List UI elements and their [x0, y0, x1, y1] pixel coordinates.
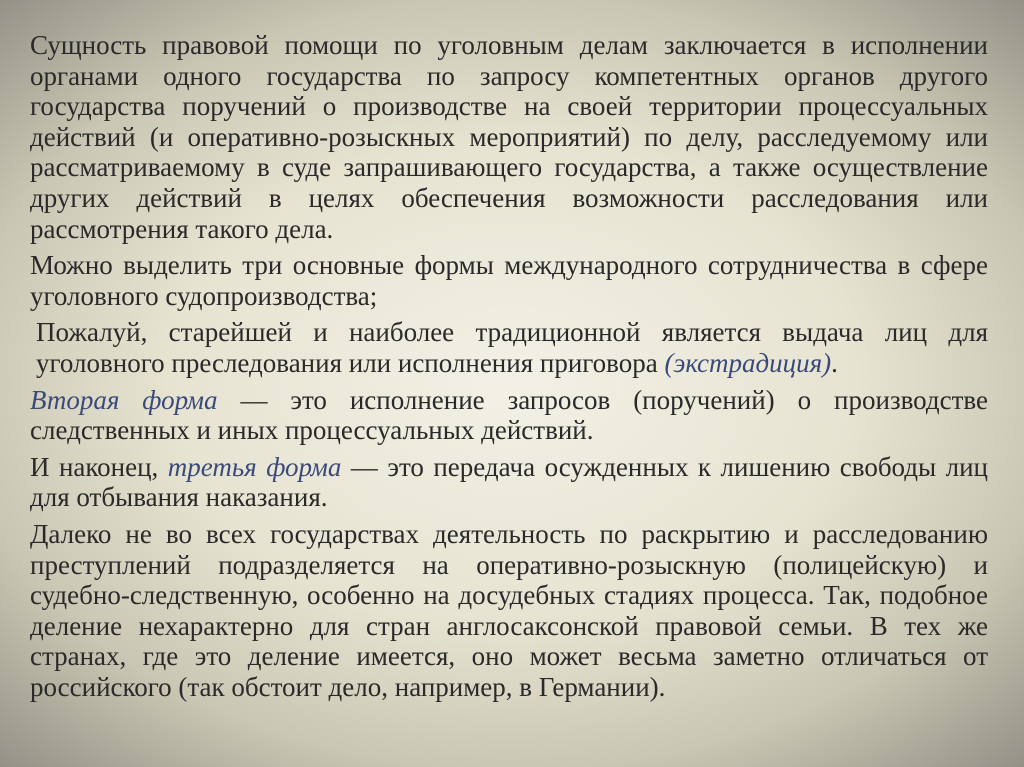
slide-text-body: [30, 30, 988, 708]
paragraph-three-forms: [30, 250, 988, 311]
paragraph-second-form-text: — это исполнение запросов (поручений) о производстве следственных и иных процессуальных действий.: [30, 384, 988, 446]
extradition-term: (экстрадиция): [664, 347, 832, 378]
paragraph-third-form-lead: И наконец,: [30, 451, 168, 482]
third-form-term: третья форма: [167, 451, 342, 482]
paragraph-division: [30, 519, 988, 703]
paragraph-definition-text: Сущность правовой помощи по уголовным делам заключается в исполнении органами одного государства по запросу компетентных органов другого государства поручений о производстве на своей территории процессуальных действий (и оперативно-розыскных мероприятий) по делу, расследуемому или рассматриваемому в суде запрашивающего государства, а также осуществление других действий в целях обеспечения возможности расследования или рассмотрения такого дела.: [30, 30, 988, 244]
paragraph-definition: [30, 30, 988, 244]
paragraph-first-form-text: Пожалуй, старейшей и наиболее традиционной является выдача лиц для уголовного преследования или исполнения приговора: [36, 317, 988, 378]
second-form-term: Вторая форма: [30, 384, 218, 415]
paragraph-third-form-text: — это передача осужденных к лишению свободы лиц для отбывания наказания.: [30, 451, 988, 513]
paragraph-three-forms-text: Можно выделить три основные формы международного сотрудничества в сфере уголовного судопроизводства;: [30, 250, 988, 311]
paragraph-third-form: [30, 452, 988, 513]
paragraph-first-form: [30, 317, 988, 378]
paragraph-division-text: Далеко не во всех государствах деятельность по раскрытию и расследованию преступлений подразделяется на оперативно-розыскную (полицейскую) и судебно-следственную, особенно на досудебных стадиях процесса. Так, подобное деление нехарактерно для стран англосаксонской правовой семьи. В тех же странах, где это деление имеется, оно может весьма заметно отличаться от российского (так обстоит дело, например, в Германии).: [30, 518, 988, 702]
paragraph-second-form: [30, 385, 988, 446]
paragraph-first-form-tail: .: [831, 347, 838, 378]
